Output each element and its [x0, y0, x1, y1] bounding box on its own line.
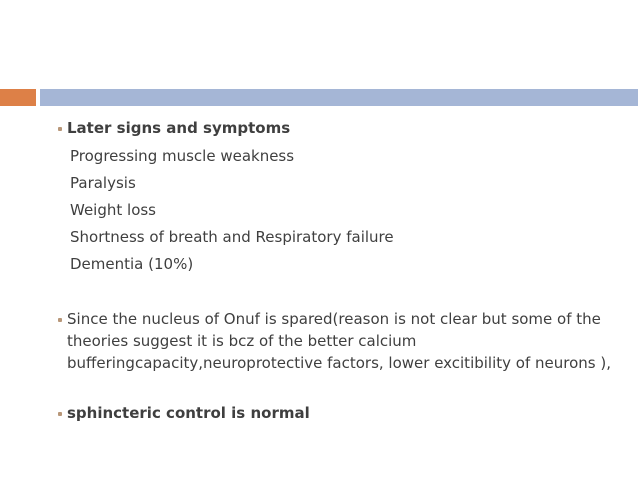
sphincter-control-text: sphincteric control is normal [67, 404, 310, 422]
title-accent-blue-bar [40, 89, 638, 106]
bullet-marker-1 [58, 127, 62, 131]
bullet-1-heading: Later signs and symptoms [67, 119, 291, 137]
onuf-nucleus-line-2: theories suggest it is bcz of the better calcium [67, 332, 417, 350]
symptom-item-1: Progressing muscle weakness [70, 147, 295, 165]
symptom-item-5: Dementia (10%) [70, 255, 194, 273]
symptom-item-2: Paralysis [70, 174, 136, 192]
symptom-item-3: Weight loss [70, 201, 157, 219]
title-accent-orange-bar [0, 89, 36, 106]
onuf-nucleus-line-3: bufferingcapacity,neuroprotective factors, lower excitibility of neurons ), [67, 354, 611, 372]
bullet-marker-3 [58, 412, 62, 416]
bullet-marker-2 [58, 318, 62, 322]
onuf-nucleus-line-1: Since the nucleus of Onuf is spared(reason is not clear but some of the [67, 310, 601, 328]
symptom-item-4: Shortness of breath and Respiratory failure [70, 228, 394, 246]
